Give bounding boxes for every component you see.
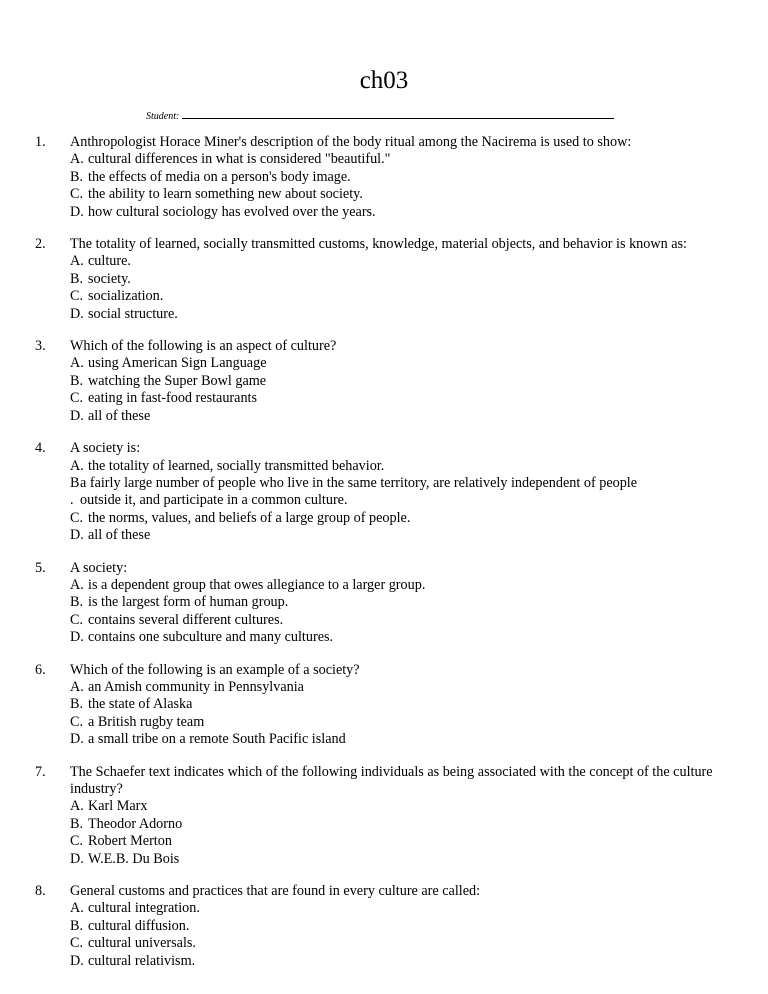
option-text: contains one subculture and many cultures. [88, 629, 334, 646]
answer-option [70, 935, 730, 952]
answer-option [70, 714, 730, 731]
option-letter: A. [70, 253, 84, 270]
question-number: 2. [35, 236, 46, 253]
question-number: 7. [35, 763, 46, 780]
option-text: society. [88, 270, 131, 287]
option-letter: B. [70, 917, 84, 934]
option-letter: B. [70, 696, 84, 713]
option-letter: C. [70, 509, 84, 526]
answer-option [70, 458, 730, 475]
question-body [70, 338, 730, 425]
option-text: the ability to learn something new about society. [88, 186, 363, 203]
question-body [70, 764, 730, 868]
question-item [0, 764, 768, 868]
question-item [0, 134, 768, 221]
option-text: the norms, values, and beliefs of a large group of people. [88, 509, 411, 526]
option-text: outside it, and participate in a common culture. [80, 492, 348, 509]
question-list [0, 134, 768, 985]
option-letter: D. [70, 305, 84, 322]
answer-option [70, 851, 730, 868]
question-item [0, 883, 768, 970]
option-letter: B. [70, 270, 84, 287]
student-label: Student: [146, 111, 180, 122]
option-letter: D. [70, 629, 84, 646]
answer-option [70, 271, 730, 288]
option-text: cultural integration. [88, 900, 200, 917]
option-letter: B. [70, 372, 84, 389]
option-text: is the largest form of human group. [88, 594, 289, 611]
answer-option [70, 612, 730, 629]
question-body [70, 662, 730, 749]
option-text: how cultural sociology has evolved over the years. [88, 203, 376, 220]
question-body [70, 134, 730, 221]
option-text: cultural differences in what is considered "beautiful." [88, 151, 391, 168]
question-item [0, 560, 768, 647]
question-stem: A society is: [70, 440, 141, 457]
option-letter: . [70, 492, 74, 509]
option-letter: A. [70, 576, 84, 593]
question-number: 3. [35, 338, 46, 355]
option-text: watching the Super Bowl game [88, 372, 267, 389]
answer-option [70, 288, 730, 305]
question-number: 4. [35, 440, 46, 457]
question-number: 1. [35, 134, 46, 150]
option-text: all of these [88, 527, 151, 544]
option-letter: C. [70, 390, 84, 407]
option-letter: C. [70, 186, 84, 203]
answer-option [70, 816, 730, 833]
option-letter: A. [70, 151, 84, 168]
answer-option [70, 204, 730, 221]
question-item [0, 338, 768, 425]
option-text: a small tribe on a remote South Pacific island [88, 731, 346, 748]
answer-option [70, 629, 730, 646]
option-letter: C. [70, 288, 84, 305]
answer-option [70, 492, 730, 509]
answer-option [70, 355, 730, 372]
answer-option [70, 186, 730, 203]
question-stem: A society: [70, 559, 128, 576]
option-letter: C. [70, 833, 84, 850]
question-stem: Which of the following is an aspect of culture? [70, 338, 337, 355]
student-field [146, 109, 614, 124]
answer-option [70, 731, 730, 748]
option-text: an Amish community in Pennsylvania [88, 678, 304, 695]
option-letter: B. [70, 815, 84, 832]
answer-option [70, 953, 730, 970]
question-number: 5. [35, 559, 46, 576]
option-text: cultural relativism. [88, 952, 196, 969]
option-text: a fairly large number of people who live in the same territory, are relatively independent of people [80, 474, 638, 491]
answer-option [70, 918, 730, 935]
answer-option [70, 408, 730, 425]
question-number: 6. [35, 661, 46, 678]
question-number: 8. [35, 883, 46, 900]
option-letter: A. [70, 678, 84, 695]
question-body [70, 236, 730, 323]
answer-option [70, 390, 730, 407]
answer-option [70, 475, 730, 492]
option-text: cultural universals. [88, 935, 196, 952]
question-stem: The Schaefer text indicates which of the following individuals as being associated with the concept of the culture industry? [70, 763, 713, 797]
option-letter: B [70, 474, 80, 491]
option-letter: C. [70, 611, 84, 628]
option-letter: C. [70, 935, 84, 952]
answer-option [70, 594, 730, 611]
option-text: the effects of media on a person's body image. [88, 168, 351, 185]
option-letter: C. [70, 713, 84, 730]
student-name-blank [182, 109, 614, 119]
answer-option [70, 527, 730, 544]
option-text: cultural diffusion. [88, 917, 190, 934]
option-text: is a dependent group that owes allegiance to a larger group. [88, 576, 426, 593]
option-text: eating in fast-food restaurants [88, 390, 258, 407]
question-stem: The totality of learned, socially transmitted customs, knowledge, material objects, and behavior is known as: [70, 236, 687, 253]
page-title: ch03 [359, 67, 409, 94]
option-letter: D. [70, 731, 84, 748]
option-text: the totality of learned, socially transmitted behavior. [88, 457, 385, 474]
option-letter: D. [70, 952, 84, 969]
option-text: W.E.B. Du Bois [88, 850, 180, 867]
option-text: all of these [88, 407, 151, 424]
option-letter: A. [70, 798, 84, 815]
option-letter: D. [70, 407, 84, 424]
answer-option [70, 696, 730, 713]
option-text: social structure. [88, 305, 178, 322]
option-text: contains several different cultures. [88, 611, 284, 628]
answer-option [70, 679, 730, 696]
option-letter: B. [70, 168, 84, 185]
option-text: a British rugby team [88, 713, 205, 730]
question-body [70, 883, 730, 970]
option-text: the state of Alaska [88, 696, 193, 713]
question-stem: General customs and practices that are found in every culture are called: [70, 883, 481, 900]
answer-option [70, 577, 730, 594]
option-text: Karl Marx [88, 798, 148, 815]
answer-option [70, 253, 730, 270]
answer-option [70, 169, 730, 186]
option-letter: A. [70, 457, 84, 474]
answer-option [70, 373, 730, 390]
question-body [70, 560, 730, 647]
question-stem: Which of the following is an example of a society? [70, 661, 360, 678]
answer-option [70, 510, 730, 527]
option-text: culture. [88, 253, 131, 270]
option-text: using American Sign Language [88, 355, 267, 372]
answer-option [70, 833, 730, 850]
answer-option [70, 798, 730, 815]
question-item [0, 236, 768, 323]
answer-option [70, 900, 730, 917]
option-letter: D. [70, 203, 84, 220]
question-stem: Anthropologist Horace Miner's description of the body ritual among the Nacirema is used to show: [70, 134, 632, 150]
question-item [0, 662, 768, 749]
answer-option [70, 151, 730, 168]
option-letter: A. [70, 900, 84, 917]
option-letter: D. [70, 527, 84, 544]
answer-option [70, 306, 730, 323]
option-letter: D. [70, 850, 84, 867]
option-text: socialization. [88, 288, 164, 305]
question-body [70, 440, 730, 544]
option-text: Theodor Adorno [88, 815, 183, 832]
option-letter: B. [70, 594, 84, 611]
option-letter: A. [70, 355, 84, 372]
option-text: Robert Merton [88, 833, 172, 850]
question-item [0, 440, 768, 544]
